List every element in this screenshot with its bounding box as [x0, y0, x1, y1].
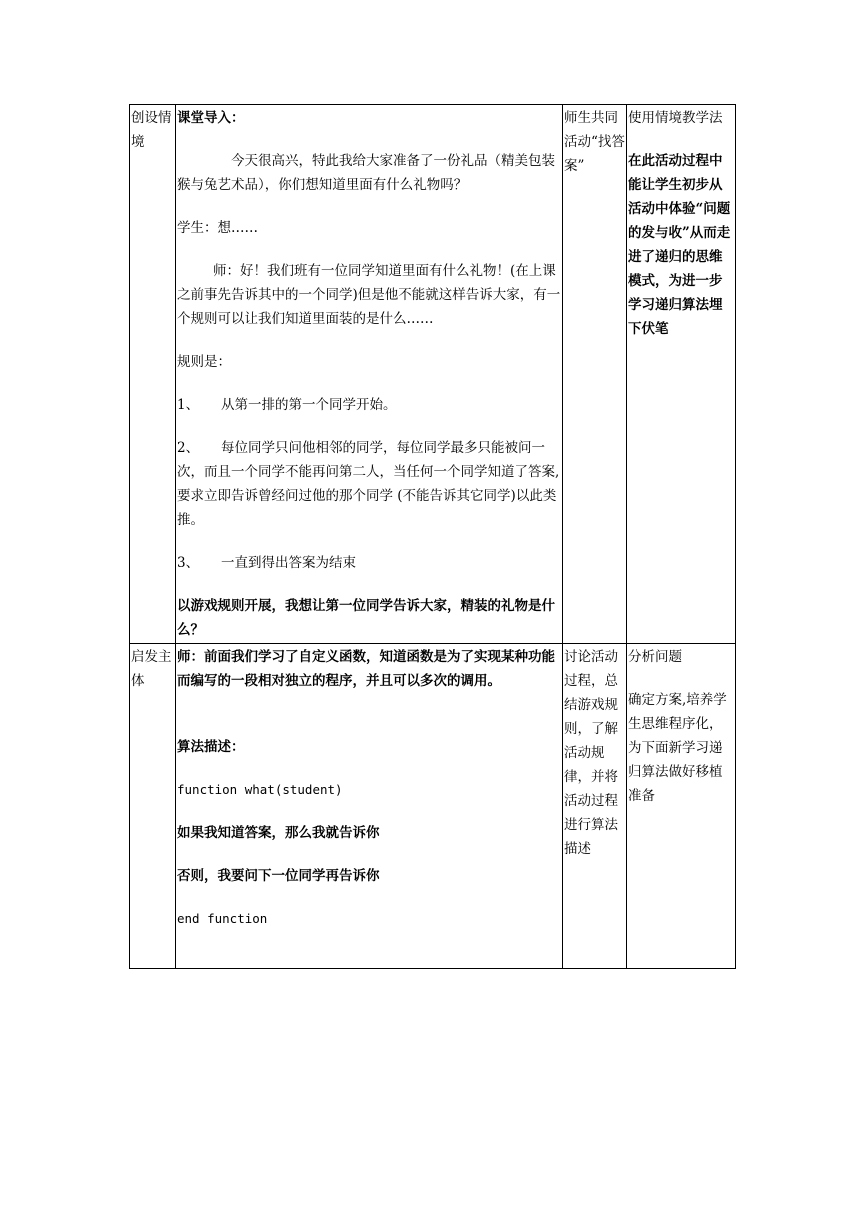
content-cell — [176, 105, 563, 644]
method-detail: 在此活动过程中能让学生初步从活动中体验“问题的发与收”从而走进了递归的思维模式，为进一步学习递归算法埋下伏笔 — [628, 153, 731, 337]
content-cell — [176, 644, 563, 969]
lesson-plan-table — [129, 104, 736, 969]
section-heading: 课堂导入： — [177, 110, 245, 126]
code-line: end function — [177, 911, 268, 926]
stage-cell — [130, 105, 176, 644]
activity-text: 师生共同活动“找答案” — [564, 110, 625, 174]
table-row — [130, 644, 736, 969]
code-line: function what(student) — [177, 782, 343, 797]
closing-paragraph: 以游戏规则开展，我想让第一位同学告诉大家，精装的礼物是什么？ — [177, 598, 555, 638]
method-cell — [627, 644, 736, 969]
code-line: 否则，我要问下一位同学再告诉你 — [177, 868, 380, 884]
method-detail: 确定方案,培养学生思维程序化，为下面新学习递归算法做好移植准备 — [628, 692, 727, 804]
rule-item: 2、 每位同学只问他相邻的同学，每位同学最多只能被问一次，而且一个同学不能再问第二人，当任何一个同学知道了答案,要求立即告诉曾经问过他的那个同学 (不能告诉其它同学)以此类推。 — [177, 440, 560, 528]
rule-item: 1、 从第一排的第一个同学开始。 — [177, 397, 397, 413]
algorithm-label: 算法描述： — [177, 739, 245, 755]
stage-cell — [130, 644, 176, 969]
stage-label: 启发主体 — [131, 649, 172, 689]
activity-cell — [563, 105, 627, 644]
method-cell — [627, 105, 736, 644]
rules-label: 规则是： — [177, 354, 231, 370]
teacher-reply: 师：好！我们班有一位同学知道里面有什么礼物！(在上课之前事先告诉其中的一个同学)但是他不能就这样告诉大家，有一个规则可以让我们知道里面装的是什么…… — [177, 263, 561, 327]
intro-paragraph: 今天很高兴，特此我给大家准备了一份礼品（精美包装猴与兔艺术品），你们想知道里面有什么礼物吗？ — [177, 153, 555, 193]
method-title: 分析问题 — [628, 649, 682, 665]
teacher-intro: 师：前面我们学习了自定义函数，知道函数是为了实现某种功能而编写的一段相对独立的程序，并且可以多次的调用。 — [177, 649, 555, 689]
method-title: 使用情境教学法 — [628, 110, 723, 126]
code-line: 如果我知道答案，那么我就告诉你 — [177, 825, 380, 841]
student-reply: 学生：想…… — [177, 220, 258, 236]
stage-label: 创设情境 — [131, 110, 172, 150]
activity-cell — [563, 644, 627, 969]
table-row — [130, 105, 736, 644]
rule-item: 3、 一直到得出答案为结束 — [177, 555, 356, 571]
activity-text: 讨论活动过程，总结游戏规则，了解活动规律，并将活动过程进行算法描述 — [564, 649, 618, 857]
